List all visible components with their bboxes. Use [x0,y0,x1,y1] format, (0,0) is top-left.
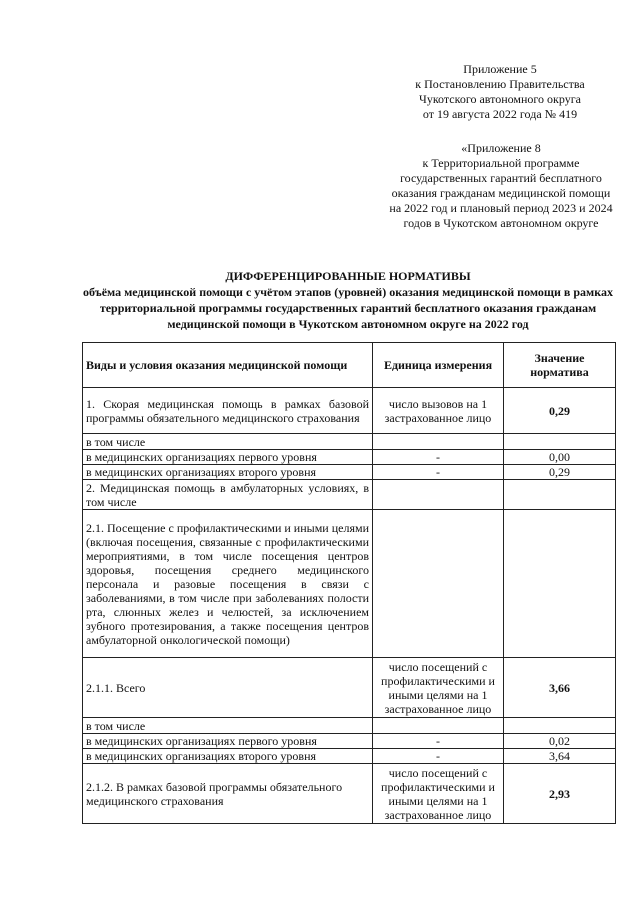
table-header-row [83,343,616,388]
row-unit [373,718,504,734]
table-row [83,434,616,450]
row-name: в медицинских организациях первого уровня [83,450,373,465]
annex-line: к Постановлению Правительства [415,77,585,91]
norms-table [82,342,616,824]
row-unit: - [373,749,504,764]
table-row [83,465,616,480]
row-unit [373,434,504,450]
annex-line: Приложение 5 [463,62,537,76]
annex-reference [390,62,610,122]
row-unit: число посещений с профилактическими и иными целями на 1 застрахованное лицо [373,658,504,718]
header-cell-unit: Единица измерения [373,343,504,388]
row-value: 0,02 [504,734,616,749]
row-unit: - [373,465,504,480]
annex-line: государственных гарантий бесплатного [400,171,602,185]
row-unit: - [373,450,504,465]
row-unit: число вызовов на 1 застрахованное лицо [373,388,504,434]
row-value [504,480,616,510]
table-row [83,658,616,718]
table-row [83,388,616,434]
row-unit: - [373,734,504,749]
row-value: 0,29 [504,388,616,434]
annex-line: на 2022 год и плановый период 2023 и 2024 [389,201,613,215]
row-name: 2.1. Посещение с профилактическими и иными целями (включая посещения, связанные с профилактическими мероприятиями, в том числе посещения центров здоровья, посещения среднего медицинского персонала и разовые посещения в связи с заболеваниями, в том числе при заболеваниях полости рта, слюнных желез и челюстей, за исключением зубного протезирования, а также посещения центров амбулаторной онкологической помощи) [83,510,373,658]
row-name: в том числе [83,718,373,734]
annex-line: от 19 августа 2022 года № 419 [422,107,578,121]
row-value [504,434,616,450]
header-cell-value: Значение норматива [504,343,616,388]
row-name: 1. Скорая медицинская помощь в рамках базовой программы обязательного медицинского страхования [83,388,373,434]
row-name: 2.1.2. В рамках базовой программы обязательного медицинского страхования [83,764,373,824]
table-row [83,749,616,764]
table-row [83,510,616,658]
table-row [83,764,616,824]
row-value [504,510,616,658]
row-value: 0,00 [504,450,616,465]
row-value: 2,93 [504,764,616,824]
row-value: 3,66 [504,658,616,718]
annex-line: Чукотского автономного округа [419,92,581,106]
row-unit [373,510,504,658]
row-value: 0,29 [504,465,616,480]
annex-line: годов в Чукотском автономном округе [403,216,599,230]
table-row [83,480,616,510]
document-title: ДИФФЕРЕНЦИРОВАННЫЕ НОРМАТИВЫ [225,269,471,283]
row-name: в медицинских организациях второго уровня [83,749,373,764]
document-subtitle: объёма медицинской помощи с учётом этапов (уровней) оказания медицинской помощи в рамках территориальной программы государственных гарантий бесплатного оказания гражданам медицинской помощи в Чукотском автономном округе на 2022 год [83,285,613,331]
table-row [83,450,616,465]
header-cell-type: Виды и условия оказания медицинской помощи [83,343,373,388]
row-name: в том числе [83,434,373,450]
row-unit [373,480,504,510]
table-row [83,734,616,749]
annex-line: «Приложение 8 [461,141,541,155]
row-name: 2.1.1. Всего [83,658,373,718]
row-value [504,718,616,734]
row-name: в медицинских организациях второго уровня [83,465,373,480]
table-row [83,718,616,734]
annex-line: оказания гражданам медицинской помощи [391,186,611,200]
document-heading [80,268,616,332]
row-name: в медицинских организациях первого уровня [83,734,373,749]
row-value: 3,64 [504,749,616,764]
annex-sub-reference [370,141,632,231]
row-name: 2. Медицинская помощь в амбулаторных условиях, в том числе [83,480,373,510]
row-unit: число посещений с профилактическими и иными целями на 1 застрахованное лицо [373,764,504,824]
annex-line: к Территориальной программе [422,156,580,170]
